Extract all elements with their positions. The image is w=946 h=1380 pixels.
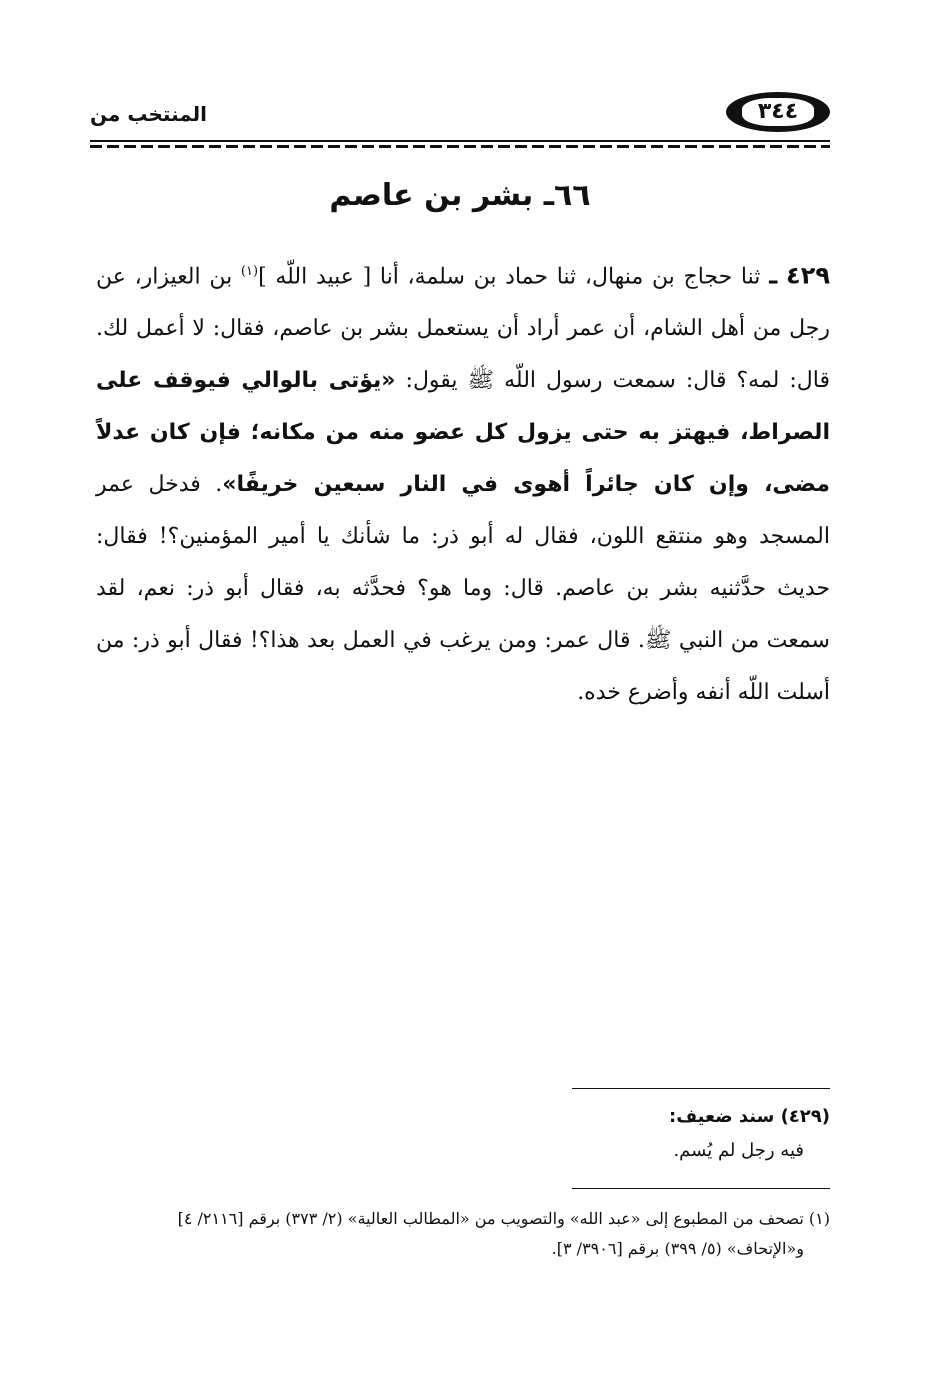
running-title: المنتخب من <box>90 102 208 126</box>
hadith-dash: ـ <box>769 261 778 290</box>
chapter-title: ٦٦ـ بشر بن عاصم <box>329 178 591 213</box>
header-divider <box>90 140 830 152</box>
hadith-isnad: ثنا حجاج بن منهال، ثنا حماد بن سلمة، أنا [ عبيد اللّه ] <box>258 264 761 290</box>
hadith-text <box>96 246 830 719</box>
page-number: ٣٤٤ <box>742 98 814 126</box>
hadith-number: ٤٢٩ <box>786 261 830 290</box>
footnote <box>90 1204 830 1264</box>
footnote-line-1: (١) تصحف من المطبوع إلى «عبد الله» والتصويب من «المطالب العالية» (٢/ ٣٧٣) برقم [٢١١٦/ ٤] <box>177 1209 830 1228</box>
page-number-badge <box>726 92 830 132</box>
grading-label: (٤٢٩) سند ضعيف: <box>669 1106 830 1127</box>
footnote-marker: (١) <box>240 264 259 279</box>
footnotes-divider <box>572 1188 830 1189</box>
notes-divider <box>572 1088 830 1089</box>
header-dash-line <box>90 145 830 148</box>
hadith-narration-end: . فدخل عمر المسجد وهو منتقع اللون، فقال له أبو ذر: ما شأنك يا أمير المؤمنين؟! فقال: حديث حدَّثنيه بشر بن عاصم. قال: وما هو؟ فحدَّثه به، فقال أبو ذر: نعم، لقد سمعت من النبي ﷺ. قال عمر: ومن يرغب في العمل بعد هذا؟! فقال أبو ذر: من أسلت اللّه أنفه وأضرع خده. <box>96 472 830 706</box>
footnote-line-2: و«الإتحاف» (٥/ ٣٩٩) برقم [٣٩٠٦/ ٣]. <box>551 1239 804 1258</box>
page-header <box>90 92 830 140</box>
grading-reason: فيه رجل لم يُسم. <box>673 1140 804 1161</box>
grading-note <box>572 1100 830 1168</box>
hadith-narration: بن العيزار، عن رجل من أهل الشام، أن عمر أراد أن يستعمل بشر بن عاصم، فقال: لا أعمل لك. قال: لمه؟ قال: سمعت رسول اللّه ﷺ يقول: <box>96 264 830 394</box>
hadith-prophetic-quote: «يؤتى بالوالي فيوقف على الصراط، فيهتز به حتى يزول كل عضو منه من مكانه؛ فإن كان عدلاً مضى، وإن كان جائراً أهوى في النار سبعين خريفًا» <box>96 368 830 498</box>
